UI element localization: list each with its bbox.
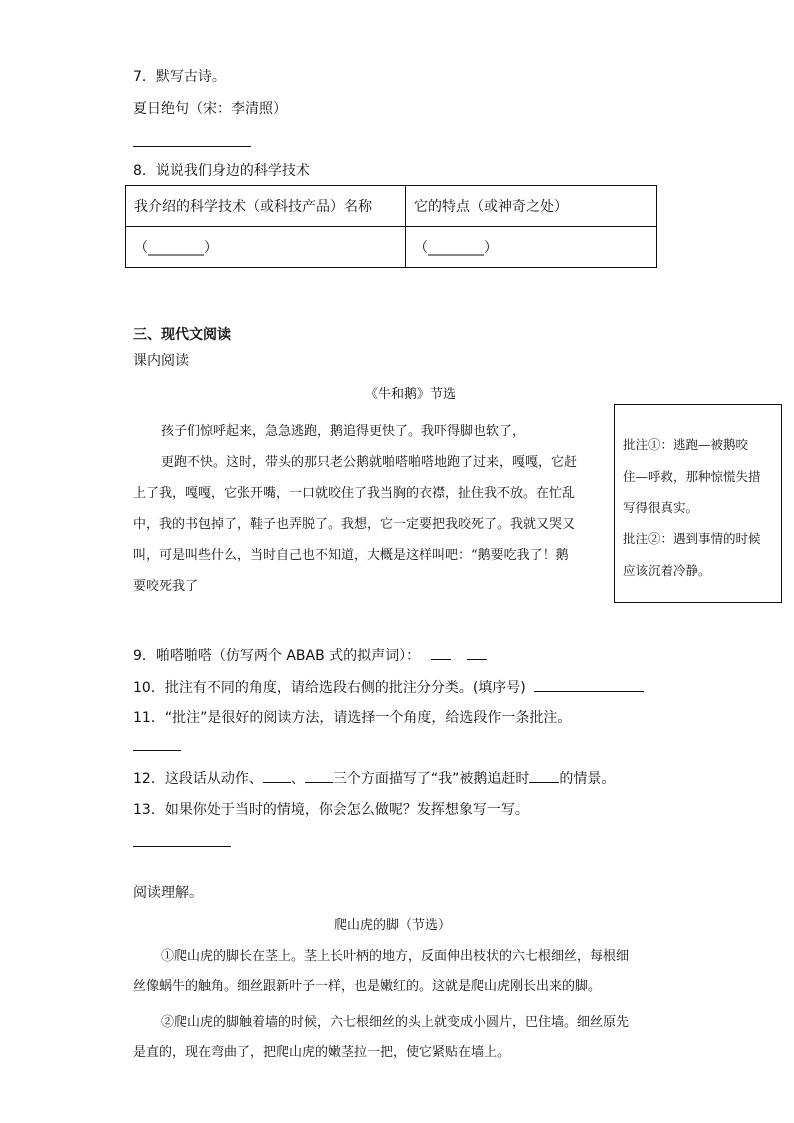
table-answer-cell[interactable]: （________） xyxy=(406,227,657,268)
annotation-line: 住—呼救，那种惊慌失措 xyxy=(623,469,761,484)
table-answer-cell[interactable]: （________） xyxy=(126,227,406,268)
q12-text: 、 xyxy=(290,771,305,787)
q7-answer-line[interactable] xyxy=(133,146,251,147)
annotation-line: 应该沉着冷静。 xyxy=(623,563,711,578)
reading-line: 是直的，现在弯曲了，把爬山虎的嫩茎拉一把，使它紧贴在墙上。 xyxy=(133,1045,511,1060)
table-row xyxy=(126,227,657,268)
section-heading: 三、现代文阅读 xyxy=(133,327,231,343)
table-header-row xyxy=(126,186,657,227)
q10-blank[interactable] xyxy=(534,677,644,692)
annotation-line: 批注②：遇到事情的时候 xyxy=(623,531,761,546)
q12-text: 12．这段话从动作、 xyxy=(133,771,263,787)
q12-row xyxy=(133,768,615,788)
table-header-cell: 它的特点（或神奇之处） xyxy=(406,186,657,227)
q7-poem-title: 夏日绝句（宋：李清照） xyxy=(133,101,287,117)
passage-line: 要咬死我了 xyxy=(133,579,199,594)
passage-line: 中，我的书包掉了，鞋子也弄脱了。我想，它一定要把我咬死了。我就又哭又 xyxy=(133,517,576,532)
q9-blank[interactable] xyxy=(467,645,487,660)
q10-text: 10．批注有不同的角度，请给选段右侧的批注分分类。(填序号) xyxy=(133,680,526,696)
q10-row xyxy=(133,677,644,697)
q9-row xyxy=(133,645,487,665)
annotation-line: 写得很真实。 xyxy=(623,500,699,515)
reading-title: 爬山虎的脚（节选） xyxy=(334,918,452,933)
reading-line: 丝像蜗牛的触角。细丝跟新叶子一样，也是嫩红的。这就是爬山虎刚长出来的脚。 xyxy=(133,979,602,994)
passage-line: 叫，可是叫些什么，当时自己也不知道，大概是这样叫吧：“鹅要吃我了！鹅 xyxy=(133,548,569,563)
passage-line: 上了我，嘎嘎，它张开嘴，一口就咬住了我当胸的衣襟，扯住我不放。在忙乱 xyxy=(133,486,576,501)
q12-blank[interactable] xyxy=(263,768,291,783)
annotation-line: 批注①：逃跑—被鹅咬 xyxy=(623,437,749,452)
q9-text: 9．啪嗒啪嗒（仿写两个 ABAB 式的拟声词）： xyxy=(133,648,421,664)
reading-heading: 阅读理解。 xyxy=(133,885,203,901)
q13-text: 13．如果你处于当时的情境，你会怎么做呢？发挥想象写一写。 xyxy=(133,802,529,818)
science-table xyxy=(125,185,657,268)
reading-line: ②爬山虎的脚触着墙的时候，六七根细丝的头上就变成小圆片，巴住墙。细丝原先 xyxy=(161,1015,630,1030)
q12-text: 三个方面描写了“我”被鹅追赶时 xyxy=(332,771,530,787)
passage-title: 《牛和鹅》节选 xyxy=(365,387,457,402)
q8-title: 8．说说我们身边的科学技术 xyxy=(133,163,310,179)
reading-line: ①爬山虎的脚长在茎上。茎上长叶柄的地方，反面伸出枝状的六七根细丝，每根细 xyxy=(161,949,630,964)
q12-text: 的情景。 xyxy=(559,771,616,787)
table-header-cell: 我介绍的科学技术（或科技产品）名称 xyxy=(126,186,406,227)
annotation-box xyxy=(614,404,782,603)
q13-answer-line[interactable] xyxy=(133,846,231,847)
passage-line: 更跑不快。这时，带头的那只老公鹅就啪嗒啪嗒地跑了过来，嘎嘎，它赶 xyxy=(161,455,578,470)
q11-answer-line[interactable] xyxy=(133,750,181,751)
q12-blank[interactable] xyxy=(305,768,333,783)
section-subheading: 课内阅读 xyxy=(133,353,189,369)
q12-blank[interactable] xyxy=(529,768,559,783)
passage-line: 孩子们惊呼起来，急急逃跑，鹅追得更快了。我吓得脚也软了， xyxy=(161,424,526,439)
q7-title: 7．默写古诗。 xyxy=(133,69,226,85)
q11-text: 11．“批注”是很好的阅读方法，请选择一个角度，给选段作一条批注。 xyxy=(133,710,572,726)
q9-blank[interactable] xyxy=(431,645,451,660)
